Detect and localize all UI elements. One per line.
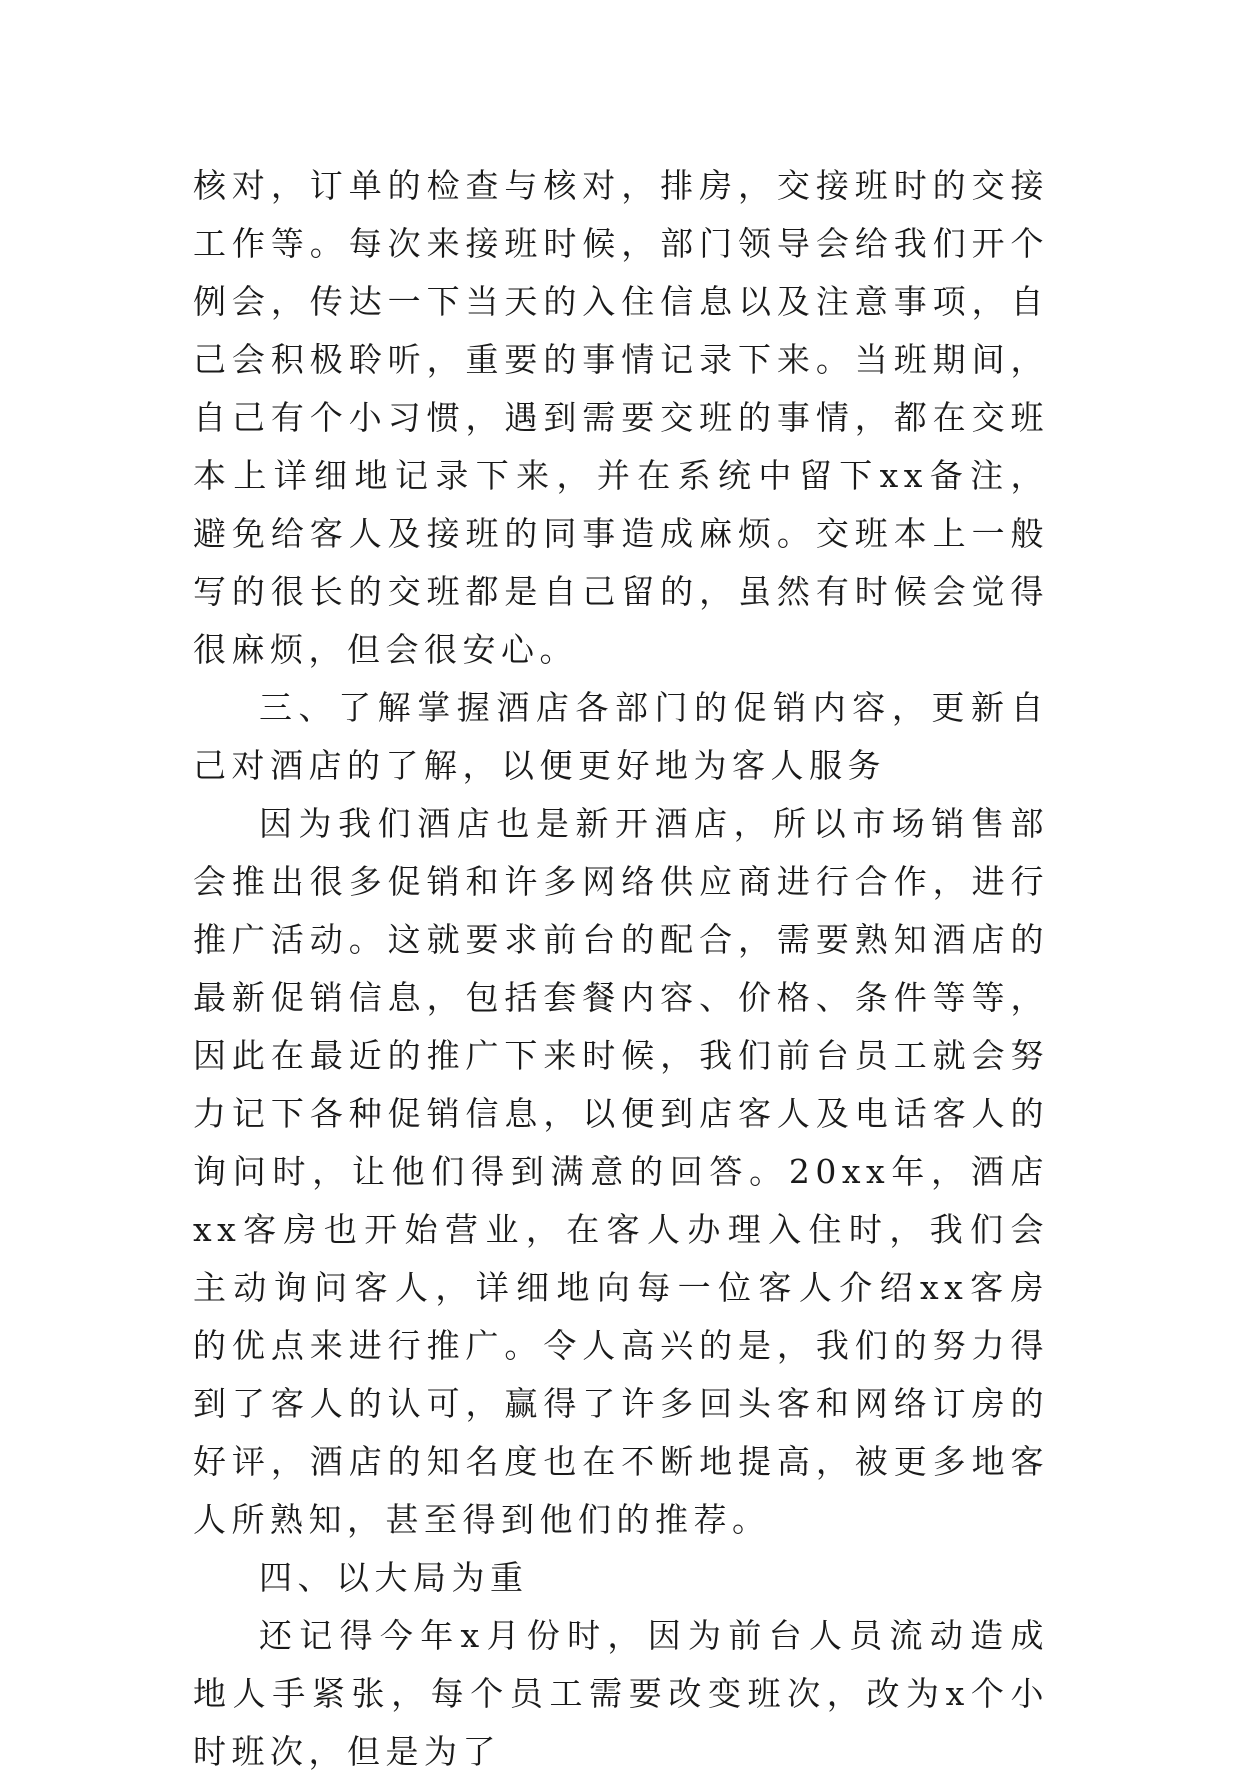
document-body — [193, 157, 1049, 1781]
section-heading-promotions: 三、了解掌握酒店各部门的促销内容，更新自己对酒店的了解，以便更好地为客人服务 — [193, 688, 1049, 785]
paragraph-shift-handover: 核对，订单的检查与核对，排房，交接班时的交接工作等。每次来接班时候，部门领导会给我们开个例会，传达一下当天的入住信息以及注意事项，自己会积极聆听，重要的事情记录下来。当班期间，自己有个小习惯，遇到需要交班的事情，都在交班本上详细地记录下来，并在系统中留下xx备注，避免给客人及接班的同事造成麻烦。交班本上一般写的很长的交班都是自己留的，虽然有时候会觉得很麻烦，但会很安心。 — [193, 166, 1049, 669]
paragraph-staffing: 还记得今年x月份时，因为前台人员流动造成地人手紧张，每个员工需要改变班次，改为x个小时班次，但是为了 — [193, 1616, 1049, 1771]
section-heading-big-picture: 四、以大局为重 — [259, 1558, 529, 1597]
paragraph-promotions: 因为我们酒店也是新开酒店，所以市场销售部会推出很多促销和许多网络供应商进行合作，进行推广活动。这就要求前台的配合，需要熟知酒店的最新促销信息，包括套餐内容、价格、条件等等，因此在最近的推广下来时候，我们前台员工就会努力记下各种促销信息，以便到店客人及电话客人的询问时，让他们得到满意的回答。20xx年，酒店xx客房也开始营业，在客人办理入住时，我们会主动询问客人，详细地向每一位客人介绍xx客房的优点来进行推广。令人高兴的是，我们的努力得到了客人的认可，赢得了许多回头客和网络订房的好评，酒店的知名度也在不断地提高，被更多地客人所熟知，甚至得到他们的推荐。 — [193, 804, 1049, 1539]
